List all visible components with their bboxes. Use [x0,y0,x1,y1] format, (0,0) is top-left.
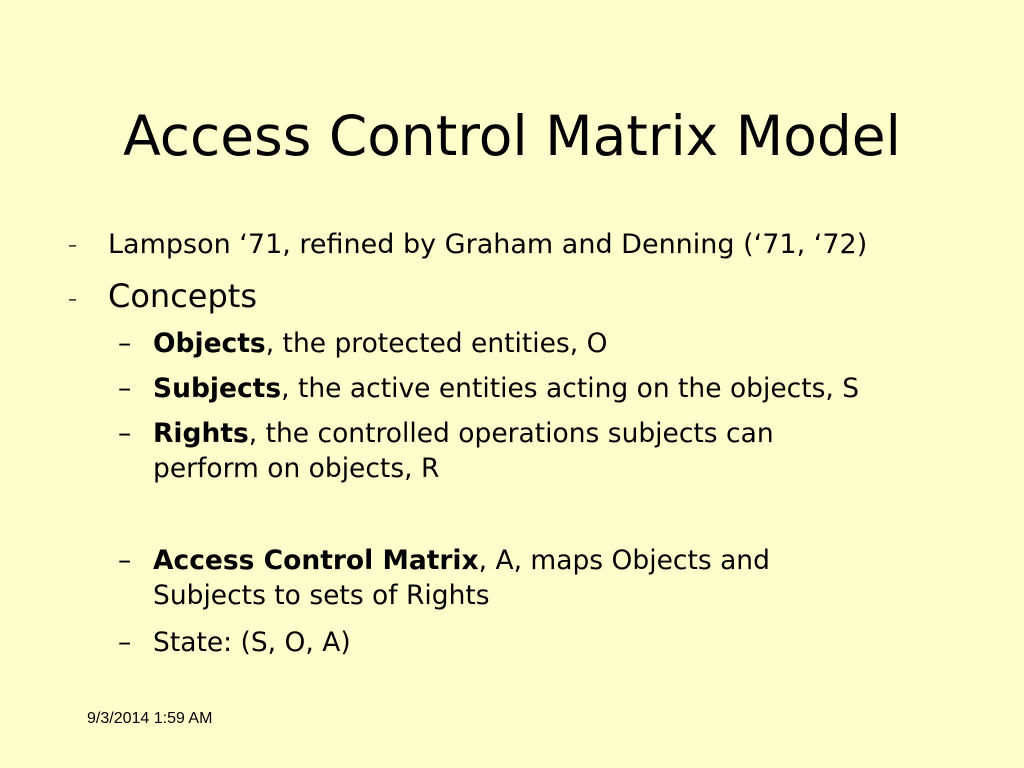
sub-bullet-access-control-matrix [118,543,878,613]
sub-bullet-text [153,625,998,660]
bullet-lampson: Lampson ‘71, refined by Graham and Denning (‘71, ‘72) [108,229,868,260]
footer-date: 9/3/2014 1:59 AM [87,710,213,727]
sub-bullet-state [118,625,998,660]
slide-title: Access Control Matrix Model [123,104,901,168]
bullet-marker: – [68,235,77,256]
sub-bullet-text [153,543,878,613]
bullet-marker: – [118,545,132,576]
term-subjects: Subjects [153,373,282,404]
bullet-marker: – [118,373,132,404]
term-rights: Rights [153,418,249,449]
sub-bullet-objects [118,326,998,361]
sub-bullet-subjects [118,371,998,406]
bullet-concepts: Concepts [108,277,258,315]
bullet-marker: – [118,328,132,359]
term-objects: Objects [153,328,266,359]
sub-bullet-rest: State: (S, O, A) [153,627,351,658]
bullet-marker: – [68,289,77,310]
sub-bullet-rest: , the active entities acting on the objects, S [281,373,860,404]
sub-bullet-rest: , A, maps Objects and Subjects to sets of Rights [153,545,770,611]
bullet-marker: – [118,627,132,658]
sub-bullet-rights [118,416,858,486]
sub-bullet-text [153,371,998,406]
bullet-marker: – [118,418,132,449]
sub-bullet-text [153,416,858,486]
term-access-control-matrix: Access Control Matrix [153,545,479,576]
sub-bullet-rest: , the controlled operations subjects can perform on objects, R [153,418,774,484]
sub-bullet-rest: , the protected entities, O [265,328,608,359]
sub-bullet-text [153,326,998,361]
